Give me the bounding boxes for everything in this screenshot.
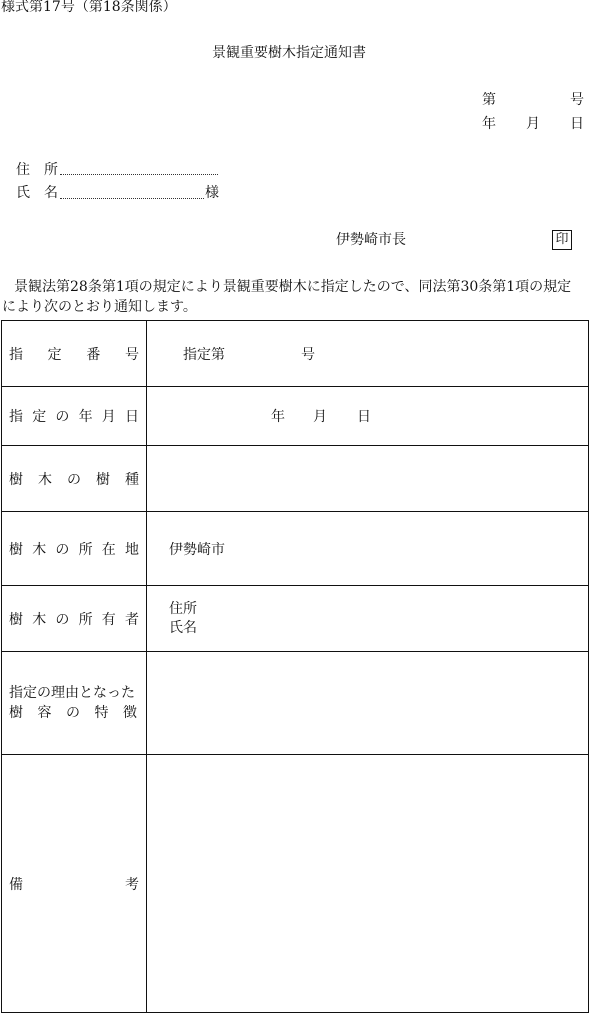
label-tree-species: 樹 木 の 樹 種	[2, 446, 147, 512]
label-designation-number: 指 定 番 号	[2, 321, 147, 387]
row-tree-owner	[2, 586, 589, 652]
value-tree-owner[interactable]	[147, 586, 589, 652]
label-tree-owner: 樹 木 の 所 有 者	[2, 586, 147, 652]
recipient-honorific: 様	[205, 185, 219, 201]
doc-number-go: 号	[570, 92, 584, 108]
date-month: 月	[526, 116, 540, 132]
owner-address-label: 住所	[169, 600, 197, 617]
notice-line-2: により次のとおり通知します。	[2, 299, 197, 315]
label-designation-reason: 指定の理由となった 樹 容 の 特 徴	[2, 652, 147, 755]
row-tree-species	[2, 446, 589, 512]
recipient-name-label: 氏 名	[16, 185, 58, 201]
value-designation-date[interactable]: 年 月 日	[147, 387, 589, 446]
row-tree-location	[2, 512, 589, 586]
value-tree-location[interactable]: 伊勢崎市	[147, 512, 589, 586]
seal-mark: 印	[552, 230, 572, 250]
form-number: 様式第17号（第18条関係）	[1, 0, 177, 15]
label-designation-date: 指 定 の 年 月 日	[2, 387, 147, 446]
label-tree-location: 樹 木 の 所 在 地	[2, 512, 147, 586]
date-day: 日	[570, 116, 584, 132]
value-designation-number[interactable]: 指定第 号	[147, 321, 589, 387]
date-year: 年	[482, 116, 496, 132]
recipient-address-label: 住 所	[16, 162, 58, 178]
value-remarks[interactable]	[147, 755, 589, 1013]
value-designation-reason[interactable]	[147, 652, 589, 755]
row-designation-date	[2, 387, 589, 446]
issuer: 伊勢崎市長	[336, 232, 406, 248]
row-designation-reason	[2, 652, 589, 755]
designation-table	[1, 320, 589, 1013]
doc-number-dai: 第	[482, 92, 496, 108]
recipient-name-line	[60, 198, 204, 199]
label-remarks: 備 考	[2, 755, 147, 1013]
value-tree-species[interactable]	[147, 446, 589, 512]
row-remarks	[2, 755, 589, 1013]
row-designation-number	[2, 321, 589, 387]
notice-line-1: 景観法第28条第1項の規定により景観重要樹木に指定したので、同法第30条第1項の規定	[14, 279, 572, 295]
document-title: 景観重要樹木指定通知書	[212, 45, 366, 61]
notice-body	[2, 277, 588, 317]
recipient-address-line	[60, 174, 218, 175]
owner-name-label: 氏名	[169, 619, 197, 636]
